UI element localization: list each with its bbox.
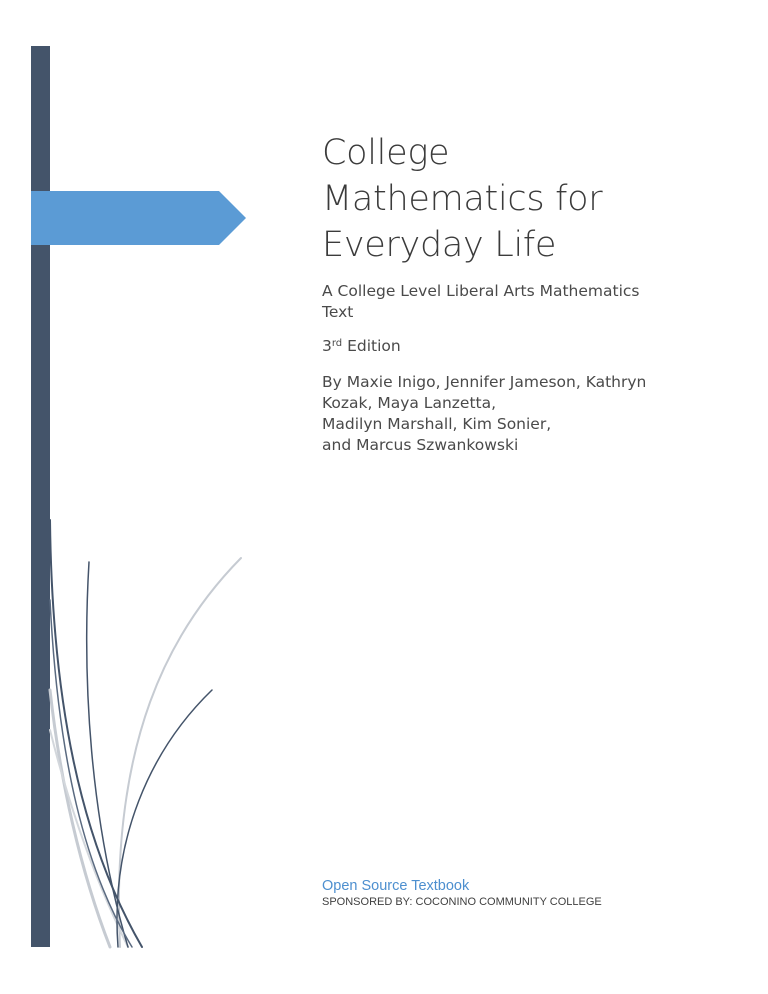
book-title — [322, 130, 742, 268]
curve-dark-right — [117, 690, 212, 947]
cover-footer — [322, 878, 722, 909]
curve-dark-main — [50, 520, 142, 947]
edition-number: 3 — [322, 337, 332, 355]
footer-heading: Open Source Textbook — [322, 878, 470, 894]
author-line: and Marcus Szwankowski — [322, 436, 519, 454]
author-list — [322, 372, 722, 456]
edition-suffix: rd — [331, 338, 343, 349]
sidebar-bar — [31, 46, 50, 947]
book-subtitle-line: A College Level Liberal Arts Mathematics — [322, 282, 640, 300]
book-title-line: Everyday Life — [322, 225, 557, 265]
curve-dark-thin — [87, 562, 128, 947]
author-line: Kozak, Maya Lanzetta, — [322, 394, 497, 412]
book-title-line: Mathematics for — [322, 179, 603, 219]
swoosh-curves — [50, 520, 241, 947]
author-line: By Maxie Inigo, Jennifer Jameson, Kathryn — [322, 373, 647, 391]
arrow-banner — [31, 191, 246, 245]
author-line: Madilyn Marshall, Kim Sonier, — [322, 415, 552, 433]
edition-text: Edition — [342, 337, 401, 355]
book-title-line: College — [322, 133, 450, 173]
footer-sponsor: SPONSORED BY: COCONINO COMMUNITY COLLEGE — [322, 896, 602, 908]
book-subtitle — [322, 281, 682, 323]
edition-label — [322, 336, 401, 357]
curve-light-long — [119, 558, 241, 947]
book-subtitle-line: Text — [322, 303, 354, 321]
